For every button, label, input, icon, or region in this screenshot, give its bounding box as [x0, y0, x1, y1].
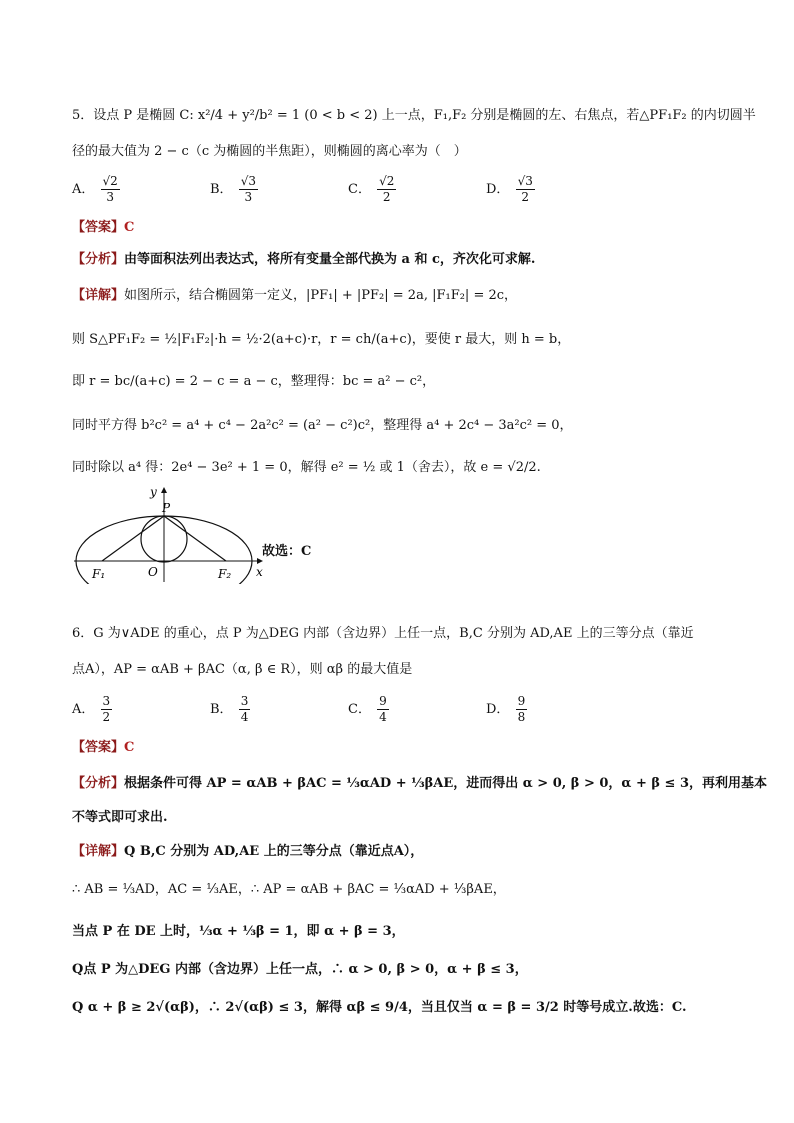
q5-choose: 故选：C [262, 544, 312, 559]
detail-tag: 【详解】 [72, 844, 125, 859]
answer-value: C [124, 220, 135, 235]
label-y: y [150, 485, 157, 499]
q6-answer [72, 738, 134, 758]
q5-detail-line5: 同时除以 a⁴ 得：2e⁴ − 3e² + 1 = 0，解得 e² = ½ 或 1（舍去），故 e = √2/2. [72, 460, 541, 475]
q6-option-a[interactable] [72, 694, 114, 725]
q5-option-c[interactable] [348, 174, 398, 205]
detail-tag: 【详解】 [72, 288, 125, 303]
q6-detail-line3: 当点 P 在 DE 上时，⅓α + ⅓β = 1，即 α + β = 3， [72, 924, 405, 939]
answer-tag: 【答案】 [72, 740, 125, 755]
option-label: A． [72, 182, 95, 197]
option-label: C． [348, 182, 371, 197]
answer-value: C [124, 740, 135, 755]
option-fraction: $\frac{3}{4}$ [240, 694, 249, 724]
option-label: D． [486, 182, 510, 197]
option-fraction: $\frac{√2}{3}$ [102, 174, 118, 204]
analysis-text: 由等面积法列出表达式，将所有变量全部代换为 a 和 c，齐次化可求解. [124, 252, 536, 267]
analysis-tag: 【分析】 [72, 252, 125, 267]
option-fraction: $\frac{9}{8}$ [517, 694, 526, 724]
q5-stem-line2: 径的最大值为 2 − c（c 为椭圆的半焦距），则椭圆的离心率为（ ） [72, 144, 467, 159]
q5-analysis [72, 250, 535, 270]
option-label: B． [210, 702, 233, 717]
option-fraction: $\frac{√3}{3}$ [240, 174, 256, 204]
q6-analysis-line1: 【分析】根据条件可得 AP = αAB + βAC = ⅓αAD + ⅓βAE，进而得出 α > 0, β > 0，α + β ≤ 3，再利用基本 [72, 776, 767, 791]
q5-detail-line3: 即 r = bc/(a+c) = 2 − c = a − c，整理得：bc = a² − c²， [72, 374, 436, 389]
q5-stem-line1: 5．设点 P 是椭圆 C: x²/4 + y²/b² = 1 (0 < b < 2) 上一点，F₁,F₂ 分别是椭圆的左、右焦点，若△PF₁F₂ 的内切圆半 [72, 108, 756, 123]
ellipse-figure [72, 484, 272, 584]
option-fraction: $\frac{√3}{2}$ [517, 174, 533, 204]
option-fraction: $\frac{3}{2}$ [102, 694, 111, 724]
label-o: O [148, 565, 158, 579]
q6-detail-line4: Q点 P 为△DEG 内部（含边界）上任一点，∴ α > 0, β > 0，α + β ≤ 3， [72, 962, 528, 977]
label-f1: F₁ [92, 567, 106, 581]
label-p: P [162, 501, 171, 515]
q6-stem-line1: 6．G 为∨ADE 的重心，点 P 为△DEG 内部（含边界）上任一点，B,C 分别为 AD,AE 上的三等分点（靠近 [72, 626, 694, 641]
label-x: x [256, 565, 263, 579]
q6-option-b[interactable] [210, 694, 252, 725]
segment-pf1 [102, 516, 164, 561]
q6-detail-line5: Q α + β ≥ 2√(αβ)，∴ 2√(αβ) ≤ 3，解得 αβ ≤ 9/4，当且仅当 α = β = 3/2 时等号成立.故选：C. [72, 1000, 687, 1015]
q6-analysis-line2: 不等式即可求出. [72, 810, 168, 825]
analysis-tag: 【分析】 [72, 776, 125, 791]
option-label: C． [348, 702, 371, 717]
option-label: A． [72, 702, 95, 717]
q6-detail-line2: ∴ AB = ⅓AD，AC = ⅓AE，∴ AP = αAB + βAC = ⅓αAD + ⅓βAE， [72, 882, 506, 897]
q6-option-c[interactable] [348, 694, 391, 725]
q5-detail-line1: 【详解】如图所示，结合椭圆第一定义，|PF₁| + |PF₂| = 2a, |F₁F₂| = 2c， [72, 288, 518, 303]
label-f2: F₂ [218, 567, 232, 581]
q5-option-d[interactable] [486, 174, 537, 205]
option-label: D． [486, 702, 510, 717]
option-label: B． [210, 182, 233, 197]
q6-stem-line2: 点A），AP = αAB + βAC（α, β ∈ R），则 αβ 的最大值是 [72, 662, 413, 677]
option-fraction: $\frac{9}{4}$ [379, 694, 387, 724]
answer-tag: 【答案】 [72, 220, 125, 235]
q5-detail-line2: 则 S△PF₁F₂ = ½|F₁F₂|·h = ½·2(a+c)·r，r = ch/(a+c)，要使 r 最大，则 h = b， [72, 332, 571, 347]
segment-pf2 [164, 516, 226, 561]
q5-option-b[interactable] [210, 174, 260, 205]
q5-option-a[interactable] [72, 174, 122, 205]
q5-answer [72, 218, 134, 238]
q6-option-d[interactable] [486, 694, 529, 725]
q6-detail-line1: 【详解】Q B,C 分别为 AD,AE 上的三等分点（靠近点A）， [72, 844, 424, 859]
q5-detail-line4: 同时平方得 b²c² = a⁴ + c⁴ − 2a²c² = (a² − c²)c²，整理得 a⁴ + 2c⁴ − 3a²c² = 0， [72, 418, 573, 433]
option-fraction: $\frac{√2}{2}$ [379, 174, 395, 204]
